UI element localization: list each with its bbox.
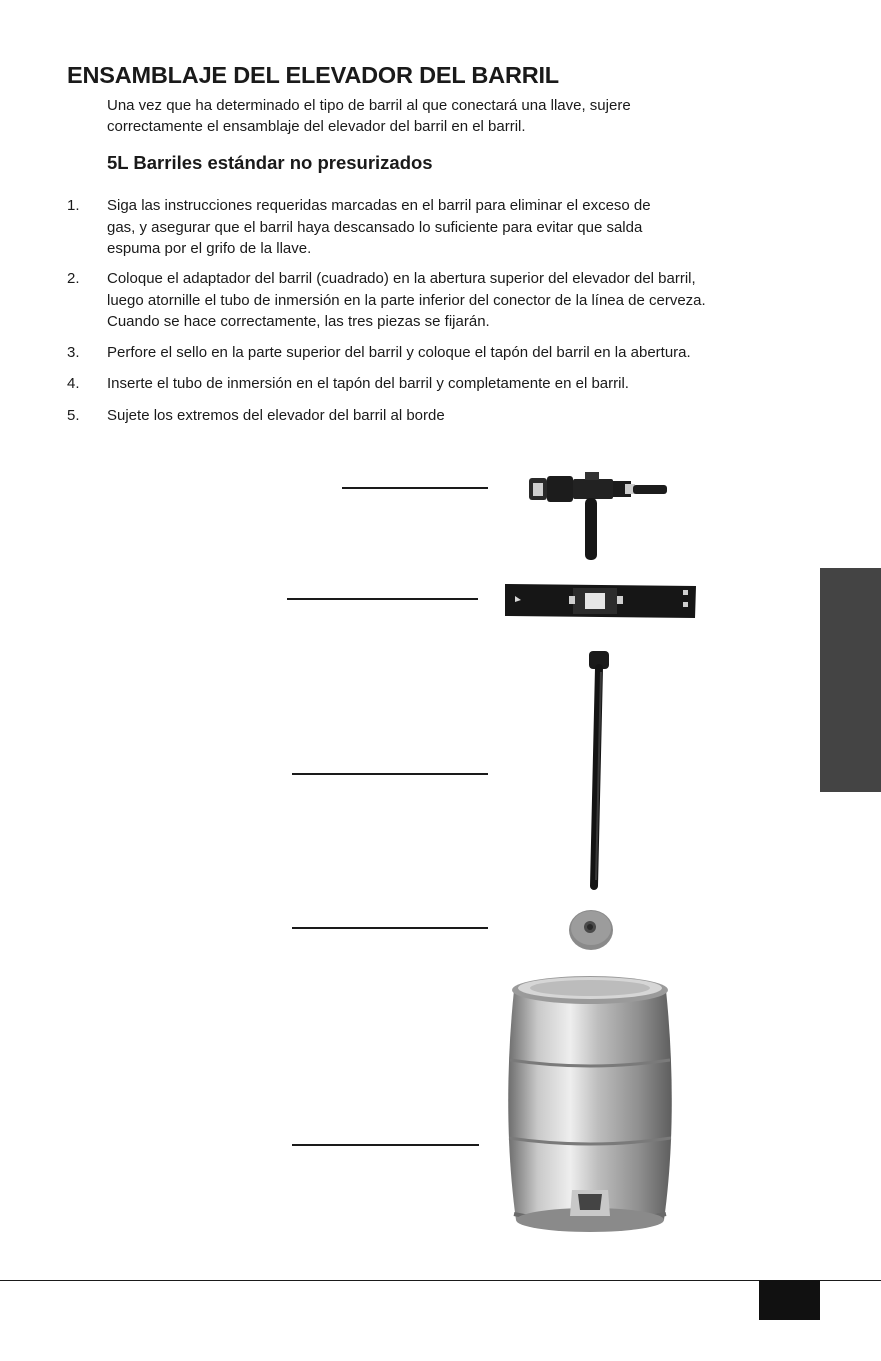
leader-line-dip-tube [292, 773, 488, 775]
step-number: 3. [67, 344, 80, 361]
step-text: Perfore el sello en la parte superior del barril y coloque el tapón del barril en la abertura. [107, 344, 691, 361]
section-tab [820, 568, 881, 792]
keg-bung-image [566, 908, 616, 952]
leader-line-riser [287, 598, 478, 600]
step-text: Coloque el adaptador del barril (cuadrado) en la abertura superior del elevador del barril, luego atornille el tubo de inmersión en la parte inferior del conector de la línea de cerveza. Cuando se hace correctamente, las tres piezas se fijarán. [107, 270, 706, 330]
step-number: 2. [67, 270, 80, 287]
page-title: ENSAMBLAJE DEL ELEVADOR DEL BARRIL [67, 62, 559, 88]
page-number-box [759, 1280, 820, 1320]
mini-keg-image [500, 968, 680, 1242]
step-number: 5. [67, 407, 80, 424]
dip-tube-image [578, 648, 618, 892]
intro-paragraph: Una vez que ha determinado el tipo de barril al que conectará una llave, sujere correctamente el ensamblaje del elevador del barril en el barril. [107, 97, 631, 135]
step-text: Siga las instrucciones requeridas marcadas en el barril para eliminar el exceso de gas, y asegurar que el barril haya descansado lo suficiente para evitar que salda espuma por el grifo de la llave. [107, 197, 651, 257]
leader-line-connector [342, 487, 488, 489]
keg-riser-bar-image [503, 580, 699, 622]
leader-line-bung [292, 927, 488, 929]
step-number: 4. [67, 375, 80, 392]
footer-divider [0, 1280, 881, 1281]
section-subheading: 5L Barriles estándar no presurizados [107, 152, 433, 173]
step-text: Inserte el tubo de inmersión en el tapón del barril y completamente en el barril. [107, 375, 629, 392]
beer-line-connector-image [525, 470, 675, 566]
step-number: 1. [67, 197, 80, 214]
leader-line-keg [292, 1144, 479, 1146]
step-text: Sujete los extremos del elevador del barril al borde [107, 407, 445, 424]
